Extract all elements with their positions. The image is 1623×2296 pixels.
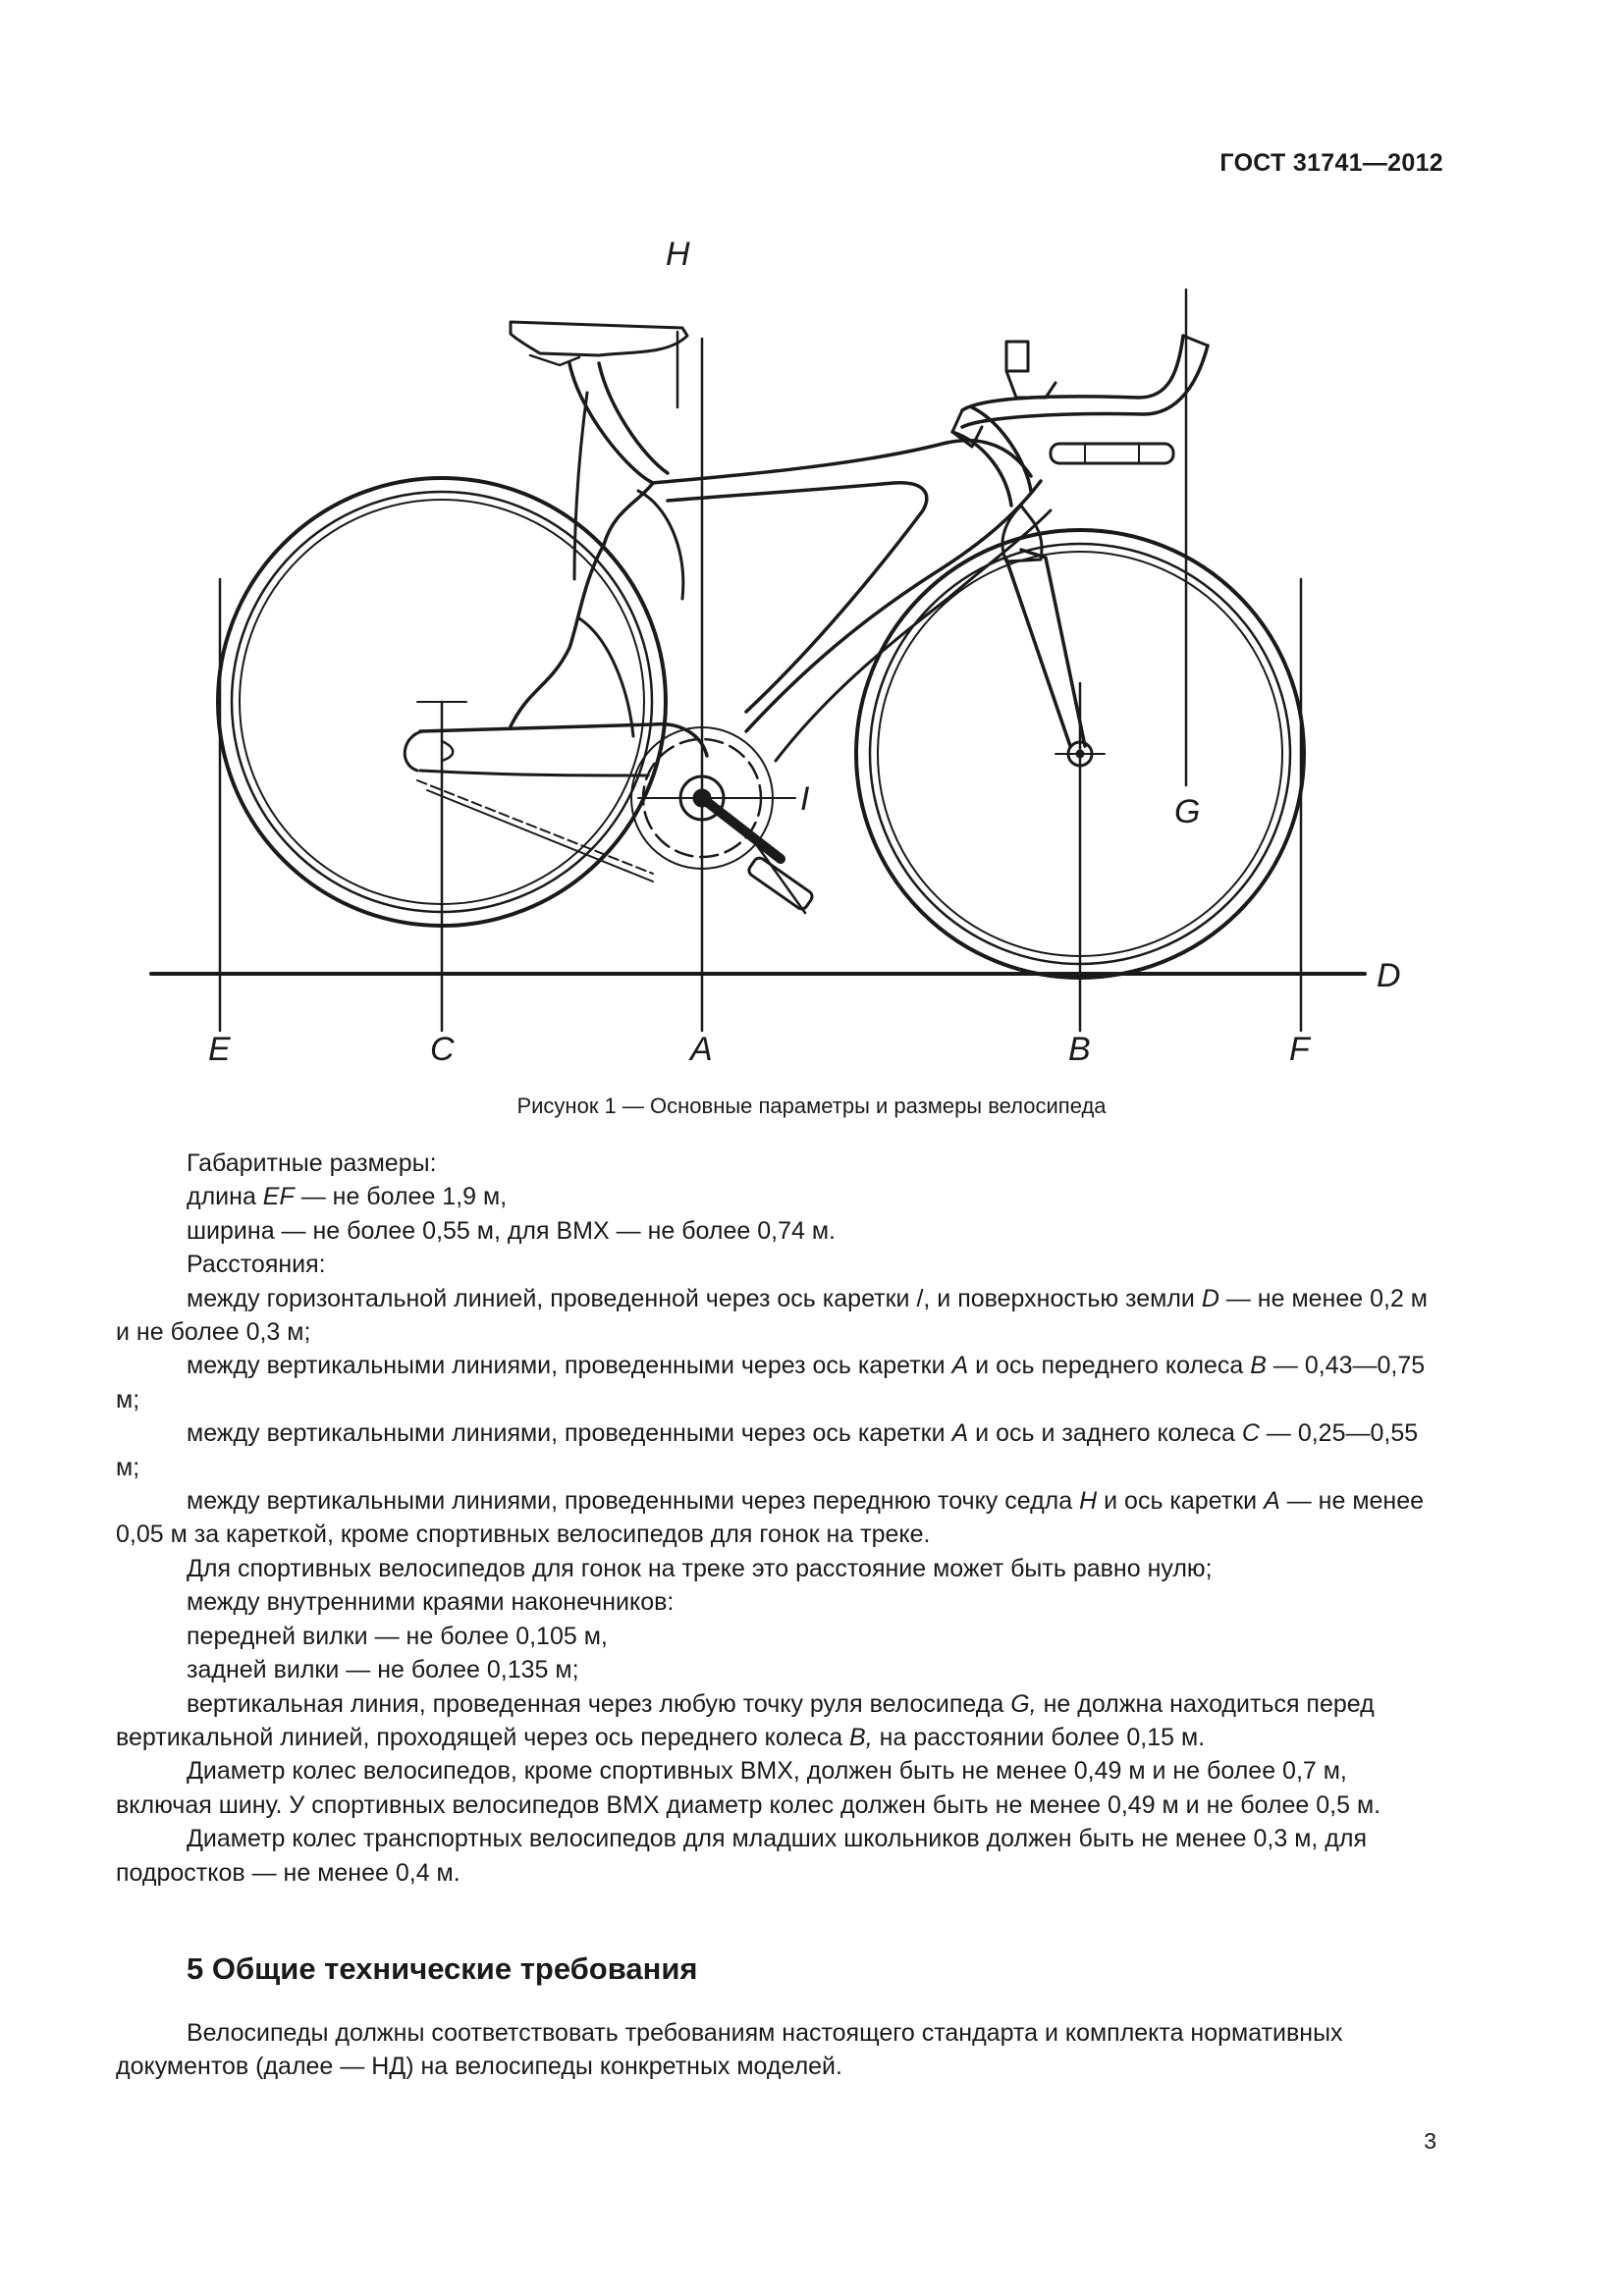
paragraph: задней вилки — не более 0,135 м; [187, 1656, 579, 1684]
paragraph: между внутренними краями наконечников: [187, 1588, 675, 1617]
paragraph: Велосипеды должны соответствовать требованиям настоящего стандарта и комплекта нормативных документов (далее — НД) на велосипеды конкретных моделей. [116, 2019, 1343, 2081]
paragraph: ширина — не более 0,55 м, для BMX — не более 0,74 м. [187, 1216, 836, 1245]
paragraph: между вертикальными линиями, проведенными через ось каретки A и ось переднего колеса B — 0,43—0,75 м; [116, 1352, 1426, 1414]
label-f: F [1289, 1031, 1310, 1068]
down-tube [746, 481, 1041, 731]
label-c: C [430, 1031, 455, 1068]
page-number: 3 [1424, 2128, 1436, 2154]
paragraph: между вертикальными линиями, проведенными через ось каретки A и ось и заднего колеса C — 0,25—0,55 м; [116, 1419, 1419, 1481]
top-tube [653, 441, 1031, 483]
paragraph: передней вилки — не более 0,105 м, [187, 1622, 608, 1650]
label-a: A [690, 1031, 713, 1068]
label-d: D [1377, 957, 1401, 994]
paragraph: между вертикальными линиями, проведенными через переднюю точку седла H и ось каретки A — не менее 0,05 м за кареткой, кроме спортивных велосипедов для гонок на треке. [116, 1487, 1425, 1549]
paragraph: Диаметр колес велосипедов, кроме спортивных BMX, должен быть не менее 0,49 м и не более 0,7 м, включая шину. У спортивных велосипедов BMX диаметр колес должен быть не менее 0,49 м и не более 0,5 м. [116, 1757, 1381, 1819]
front-fork [1021, 550, 1085, 746]
document-header: ГОСТ 31741—2012 [1219, 149, 1443, 177]
paragraph: Габаритные размеры: [187, 1149, 437, 1177]
body-text [116, 1147, 1443, 1890]
paragraph: между горизонтальной линией, проведенной через ось каретки /, и поверхностью земли D — не менее 0,2 м и не более 0,3 м; [116, 1284, 1428, 1347]
paragraph: вертикальная линия, проведенная через любую точку руля велосипеда G, не должна находиться перед вертикальной линией, проходящей через ось переднего колеса B, на расстоянии более 0,15 м. [116, 1689, 1375, 1751]
label-e: E [208, 1031, 231, 1068]
paragraph: Диаметр колес транспортных велосипедов для младших школьников должен быть не менее 0,3 м, для подростков — не менее 0,4 м. [116, 1825, 1367, 1887]
label-g: G [1174, 793, 1201, 830]
label-i: I [800, 780, 810, 818]
bicycle-figure [118, 226, 1401, 1070]
label-h: H [666, 236, 690, 273]
section-title: 5 Общие технические требования [187, 1951, 698, 1986]
figure-caption: Рисунок 1 — Основные параметры и размеры велосипеда [516, 1094, 1107, 1118]
saddle [511, 322, 687, 355]
section-body [116, 2016, 1443, 2084]
paragraph: Расстояния: [187, 1251, 326, 1279]
label-b: B [1068, 1031, 1091, 1068]
paragraph: Для спортивных велосипедов для гонок на треке это расстояние может быть равно нулю; [187, 1554, 1213, 1582]
paragraph: длина EF — не более 1,9 м, [187, 1183, 508, 1211]
